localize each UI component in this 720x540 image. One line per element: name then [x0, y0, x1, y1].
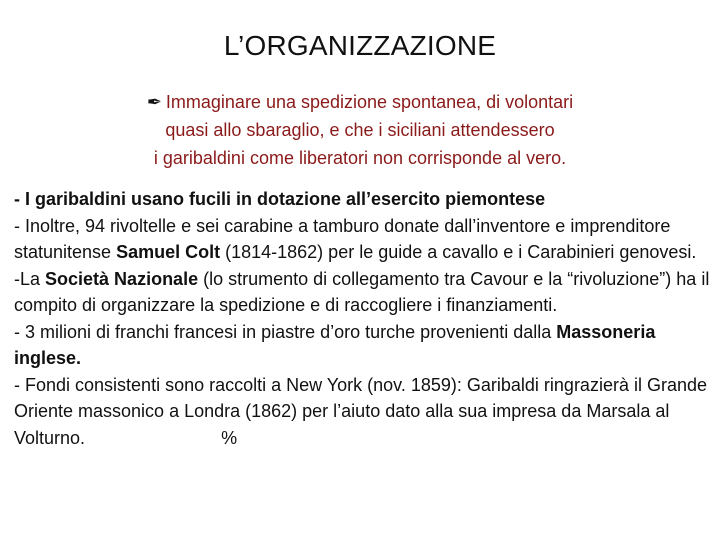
- samuel-colt-bold: Samuel Colt: [116, 242, 221, 262]
- slide-title: L’ORGANIZZAZIONE: [223, 30, 497, 61]
- paragraph-fucili: - I garibaldini usano fucili in dotazione all’esercito piemontese: [14, 189, 546, 209]
- societa-nazionale-bold: Società Nazionale: [45, 268, 199, 289]
- massoneria-bold: Massoneria inglese.: [14, 321, 656, 368]
- intro-line-2: quasi allo sbaraglio, e che i siciliani attendessero: [165, 120, 555, 140]
- intro-line-3: i garibaldini come liberatori non corrisponde al vero.: [153, 148, 567, 168]
- paragraph-massoneria: - 3 milioni di franchi francesi in piastre d’oro turche provenienti dalla Massoneria inglese.: [14, 321, 656, 368]
- body-text: [14, 186, 716, 451]
- pen-icon: ✒: [146, 92, 162, 112]
- percent-mark: %: [221, 427, 238, 448]
- paragraph-colt: - Inoltre, 94 rivoltelle e sei carabine a tamburo donate dall’inventore e imprenditore statunitense Samuel Colt (1814-1862) per le guide a cavallo e i Carabinieri genovesi.: [14, 215, 697, 262]
- intro-statement: [40, 88, 680, 172]
- intro-line-1: ✒ Immaginare una spedizione spontanea, di volontari: [146, 92, 574, 112]
- paragraph-new-york: - Fondi consistenti sono raccolti a New York (nov. 1859): Garibaldi ringrazierà il Grande Oriente massonico a Londra (1862) per l’aiuto dato alla sua impresa da Marsala al Volturno. %: [14, 372, 716, 452]
- paragraph-societa-nazionale: -La Società Nazionale (lo strumento di collegamento tra Cavour e la “rivoluzione”) ha il compito di organizzare la spedizione e di raccogliere i finanziamenti.: [14, 268, 710, 315]
